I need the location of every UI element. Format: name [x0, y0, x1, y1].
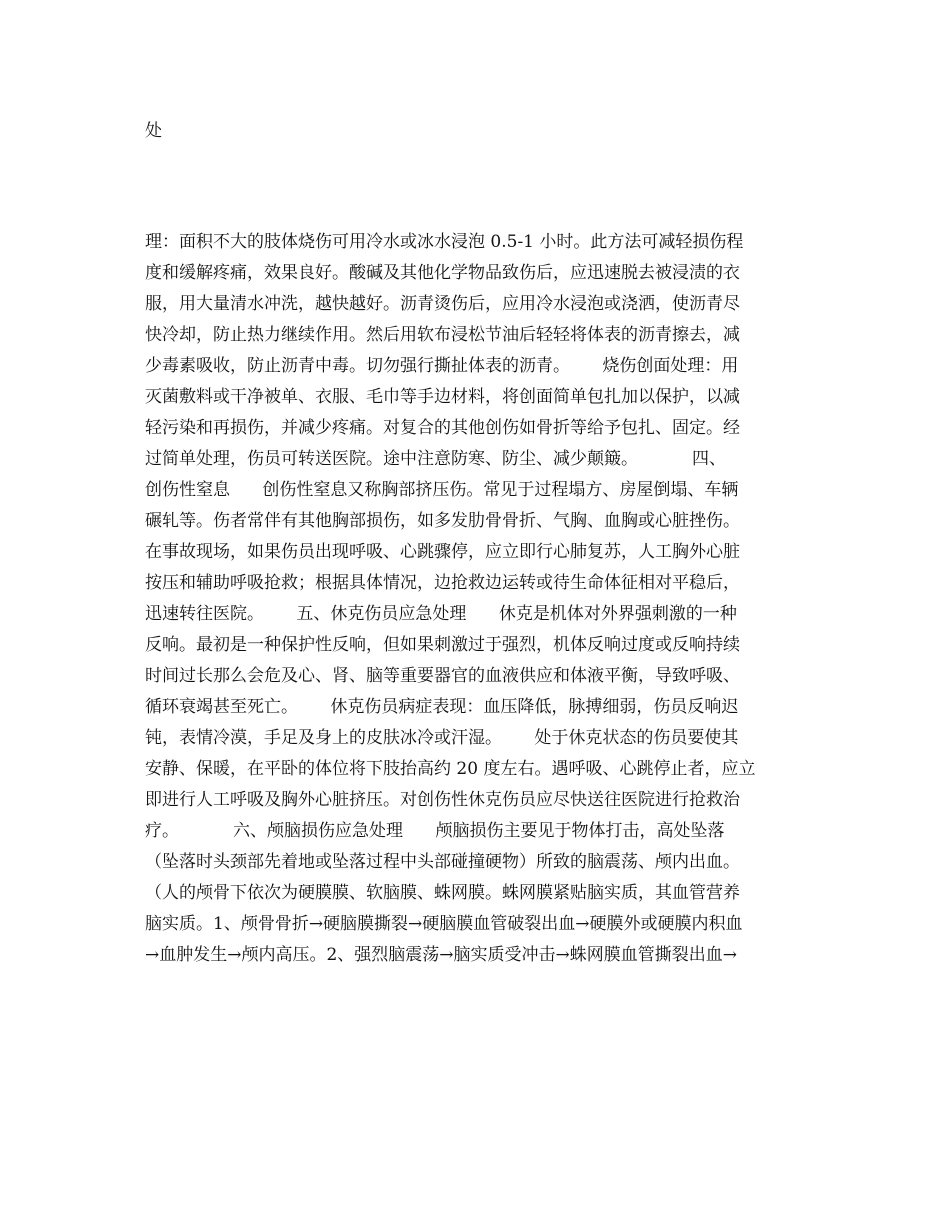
text-line: 创伤性窒息 创伤性窒息又称胸部挤压伤。常见于过程塌方、房屋倒塌、车辆 [145, 480, 739, 500]
text-line: 少毒素吸收，防止沥青中毒。切勿强行撕扯体表的沥青。 烧伤创面处理：用 [145, 356, 739, 376]
text-line: 钝，表情冷漠，手足及身上的皮肤冰冷或汗湿。 处于休克状态的伤员要使其 [145, 728, 739, 748]
text-line: 疗。 六、颅脑损伤应急处理 颅脑损伤主要见于物体打击，高处坠落 [145, 821, 725, 841]
text-line: 度和缓解疼痛，效果良好。酸碱及其他化学物品致伤后，应迅速脱去被浸渍的衣 [145, 263, 740, 283]
text-line: 迅速转往医院。 五、休克伤员应急处理 休克是机体对外界强刺激的一种 [145, 604, 737, 624]
text-line: 服，用大量清水冲洗，越快越好。沥青烫伤后，应用冷水浸泡或浇洒，使沥青尽 [145, 294, 740, 314]
text-line: 在事故现场，如果伤员出现呼吸、心跳骤停，应立即行心肺复苏，人工胸外心脏 [145, 542, 740, 562]
text-line: 循环衰竭甚至死亡。 休克伤员病症表现：血压降低，脉搏细弱，伤员反响迟 [145, 697, 739, 717]
text-line: →血肿发生→颅内高压。2、强烈脑震荡→脑实质受冲击→蛛网膜血管撕裂出血→ [145, 945, 738, 965]
text-line: 反响。最初是一种保护性反响，但如果刺激过于强烈，机体反响过度或反响持续 [145, 635, 740, 655]
text-line: 安静、保暖，在平卧的体位将下肢抬高约 20 度左右。遇呼吸、心跳停止者，应立 [145, 759, 756, 779]
text-line: 理：面积不大的肢体烧伤可用冷水或冰水浸泡 0.5-1 小时。此方法可减轻损伤程 [145, 232, 744, 252]
page-top-character: 处 [145, 121, 162, 141]
text-line: 轻污染和再损伤，并减少疼痛。对复合的其他创伤如骨折等给予包扎、固定。经 [145, 418, 740, 438]
text-line: 时间过长那么会危及心、肾、脑等重要器官的血液供应和体液平衡，导致呼吸、 [145, 666, 740, 686]
text-line: 灭菌敷料或干净被单、衣服、毛巾等手边材料，将创面简单包扎加以保护，以减 [145, 387, 740, 407]
text-line: （人的颅骨下依次为硬膜膜、软脑膜、蛛网膜。蛛网膜紧贴脑实质，其血管营养 [145, 883, 740, 903]
text-line: （坠落时头颈部先着地或坠落过程中头部碰撞硬物）所致的脑震荡、颅内出血。 [145, 852, 740, 872]
text-line: 脑实质。1、颅骨骨折→硬脑膜撕裂→硬脑膜血管破裂出血→硬膜外或硬膜内积血 [145, 914, 743, 934]
body-text [145, 227, 825, 971]
text-line: 快冷却，防止热力继续作用。然后用软布浸松节油后轻轻将体表的沥青擦去，减 [145, 325, 740, 345]
text-line: 碾轧等。伤者常伴有其他胸部损伤，如多发肋骨骨折、气胸、血胸或心脏挫伤。 [145, 511, 740, 531]
text-line: 过简单处理，伤员可转送医院。途中注意防寒、防尘、减少颠簸。 四、 [145, 449, 727, 469]
text-line: 按压和辅助呼吸抢救；根据具体情况，边抢救边运转或待生命体征相对平稳后， [145, 573, 740, 593]
text-line: 即进行人工呼吸及胸外心脏挤压。对创伤性休克伤员应尽快送往医院进行抢救治 [145, 790, 740, 810]
